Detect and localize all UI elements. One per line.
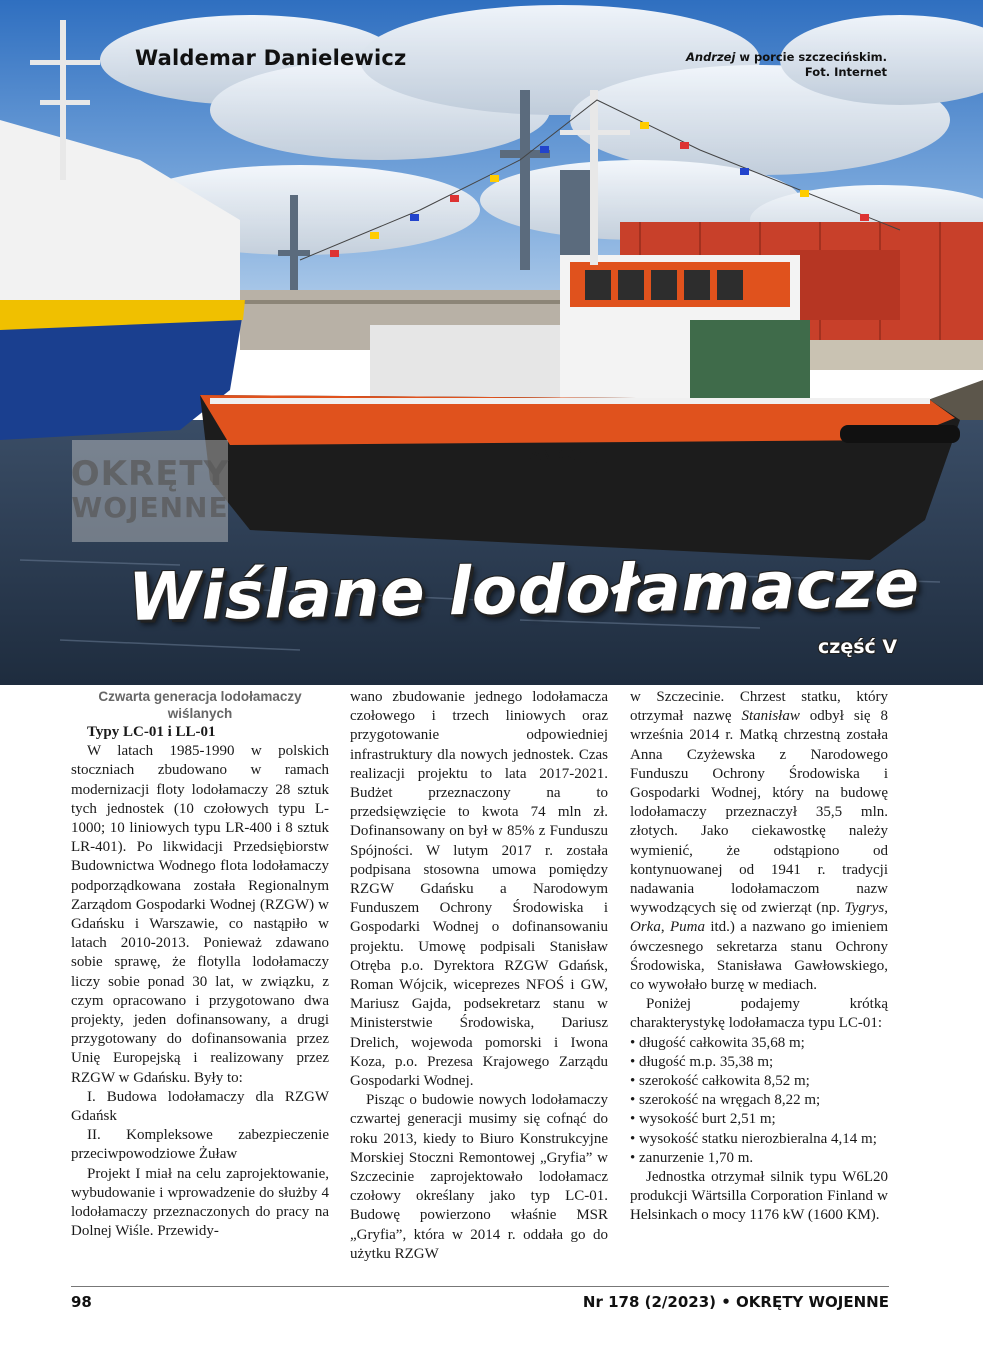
caption-ship-name: Andrzej — [685, 50, 736, 64]
spec-item: • długość całkowita 35,68 m; — [630, 1034, 888, 1053]
footer-divider — [71, 1286, 889, 1287]
text-run: w Szczecinie. Chrzest statku, który otrzymał nazwę — [630, 689, 888, 725]
text-column-3 — [630, 688, 888, 1226]
paragraph: Pisząc o budowie nowych lodołamaczy czwartej generacji musimy się cofnąć do roku 2013, kiedy to Biuro Konstrukcyjne Morskiej Stoczni Remontowej „Gryfia” w Szczecinie zaprojektowało lodołamacz czołowy określany jako typ LC-01. Budowę powierzono właśnie MSR „Gryfia”, która w 2014 r. oddała go do użytku RZGW — [350, 1092, 608, 1262]
ship-name-italic: Orka — [630, 919, 661, 936]
paragraph: I. Budowa lodołamaczy dla RZGW Gdańsk — [71, 1088, 329, 1125]
paragraph: wano zbudowanie jednego lodołamacza czołowego i trzech liniowych oraz przygotowanie odpowiedniej infrastruktury dla nowych jednostek. Czas realizacji projektu to lata 2017-2021. Budżet przeznaczony na to przedsięwzięcie to kwota 74 mln zł. Dofinansowany on był w 85% z Funduszu Spójności. W lutym 2017 r. została podpisana stosowna umowa pomiędzy RZGW Gdańsku a Narodowym Funduszem Ochrony Środowiska i Gospodarki Wodnej o dofinansowaniu projektu. Umowę podpisali Stanisław Otręba p.o. Dyrektora RZGW Gdańsk, Roman Wójcik, wiceprezes NFOŚ i GW, Mariusz Gajda, podsekretarz stanu w Ministerstwie Środowiska, Dariusz Drelich, wojewoda pomorski i Iwona Koza, p.o. Prezesa Krajowego Zarządu Gospodarki Wodnej. — [350, 689, 608, 1090]
subsection-heading: Typy LC-01 i LL-01 — [87, 724, 216, 740]
text-column-2 — [350, 688, 608, 1264]
spec-item: • długość m.p. 35,38 m; — [630, 1053, 888, 1072]
paragraph: Projekt I miał na celu zaprojektowanie, wybudowanie i wprowadzenie do służby 4 lodołamaczy przeznaczonych do pracy na Dolnej Wiśle. Przewidy- — [71, 1165, 329, 1240]
watermark-line1: OKRĘTY — [70, 454, 230, 494]
spec-list — [630, 1034, 888, 1168]
spec-item: • zanurzenie 1,70 m. — [630, 1149, 888, 1168]
article-title: Wiślane lodołamacze — [127, 545, 921, 636]
section-heading: Czwarta generacja lodołamaczy wiślanych — [98, 689, 302, 721]
caption-credit: Fot. Internet — [804, 65, 887, 79]
paragraph: W latach 1985-1990 w polskich stoczniach zbudowano w ramach modernizacji floty lodołamaczy 28 sztuk tych jednostek (10 czołowych typu L-1000; 10 liniowych typu LR-400 i 8 sztuk LR-401). Po likwidacji Przedsiębiorstw Budownictwa Wodnego flota lodołamaczy podporządkowana została Regionalnym Zarządom Gospodarki Wodnej (RZGW) w Gdańsku i Warszawie, co nastąpiło w latach 2010-2013. Ponieważ zdawano sobie sprawę, że flotylla lodołamaczy liczy sobie ponad 30 lat, w związku, z czym opracowano i przygotowano dwa projekty, jeden dofinansowany, a drugi przygotowany do dofinansowania przez Unię Europejską i realizowany przez RZGW w Gdańsku. Były to: — [71, 743, 329, 1086]
magazine-watermark-logo — [72, 440, 228, 542]
photo-caption — [686, 50, 887, 80]
ship-name-italic: Tygrys — [844, 900, 885, 917]
text-run: , — [884, 900, 888, 917]
paragraph: Jednostka otrzymał silnik typu W6L20 produkcji Wärtsilla Corporation Finland w Helsinkach o mocy 1176 kW (1600 KM). — [630, 1169, 888, 1224]
text-column-1 — [71, 688, 329, 1241]
ship-name-label: ANDRZEJ — [530, 448, 600, 464]
spec-item: • szerokość całkowita 8,52 m; — [630, 1072, 888, 1091]
article-part-label: część V — [818, 636, 898, 658]
text-run: itd.) a nazwano go imieniem ówczesnego sekretarza stanu Ochrony Środowiska, Stanisława Gawłowskiego, co wywołało burzę w mediach. — [630, 919, 888, 994]
spec-item: • wysokość burt 2,51 m; — [630, 1110, 888, 1129]
text-run: odbył się 8 września 2014 r. Matką chrzestną została Anna Czyżewska z Narodowego Funduszu Ochrony Środowiska i Gospodarki Wodnej, który na budowę lodołamaczy przeznaczył 35,5 mln. złotych. Jako ciekawostkę należy wymienić, że odstąpiono od kontynuowanej od 1941 r. tradycji nadawania lodołamaczom nazw wywodzących się od zwierząt (np. — [630, 708, 888, 917]
spec-item: • wysokość statku nierozbieralna 4,14 m; — [630, 1130, 888, 1149]
spec-item: • szerokość na wręgach 8,22 m; — [630, 1091, 888, 1110]
page-number: 98 — [71, 1293, 92, 1311]
ship-name-italic: Stanisław — [741, 708, 800, 725]
caption-text: w porcie szczecińskim. — [735, 50, 887, 64]
issue-label: Nr 178 (2/2023) • OKRĘTY WOJENNE — [582, 1293, 889, 1311]
author-name: Waldemar Danielewicz — [135, 46, 407, 70]
text-run: , — [660, 919, 670, 936]
paragraph: Poniżej podajemy krótką charakterystykę lodołamacza typu LC-01: — [630, 996, 888, 1032]
watermark-line2: WOJENNE — [71, 491, 229, 524]
ship-name-italic: Puma — [669, 919, 705, 936]
paragraph — [630, 688, 888, 995]
paragraph: II. Kompleksowe zabezpieczenie przeciwpowodziowe Żuław — [71, 1127, 329, 1163]
